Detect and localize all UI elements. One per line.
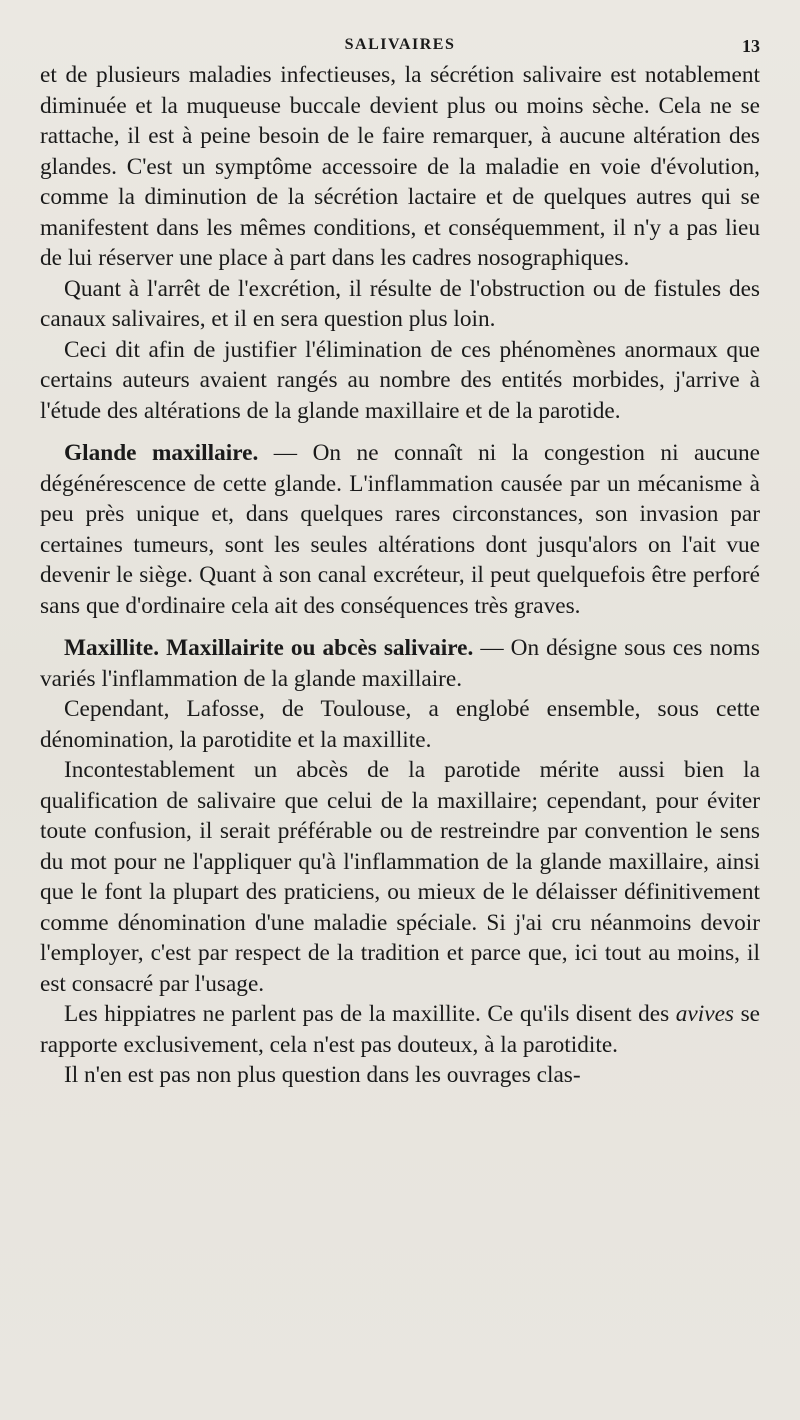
section-heading-glande-maxillaire: Glande maxillaire. — [64, 440, 259, 466]
paragraph-ouvrages: Il n'en est pas non plus question dans les ouvrages clas- — [64, 1062, 581, 1088]
section-gap — [40, 621, 760, 633]
paragraph-incontestablement: Incontestablement un abcès de la parotide mérite aussi bien la qualification de salivaire que celui de la maxillaire; cependant, pour éviter toute confusion, il serait préférable ou de restreindre par convention le sens du mot pour ne l'appliquer qu'à l'inflammation de la glande maxillaire, ainsi que le font la plupart des praticiens, ou mieux de le délaisser définitivement comme dénomination d'une maladie spéciale. Si j'ai cru néanmoins devoir l'employer, c'est par respect de la tradition et parce que, ici tout au moins, il est consacré par l'usage. — [40, 757, 760, 997]
paragraph-glande-maxillaire — [40, 438, 760, 621]
paragraph-justification: Ceci dit afin de justifier l'élimination de ces phénomènes anormaux que certains auteurs avaient rangés au nombre des entités morbides, j'arrive à l'étude des altérations de la glande maxillaire et de la parotide. — [40, 336, 760, 424]
body-text — [40, 60, 760, 1091]
section-text-glande-maxillaire: — On ne connaît ni la congestion ni aucune dégénérescence de cette glande. L'inflammation causée par un mécanisme à peu près unique et, dans quelques rares circonstances, son invasion par certaines tumeurs, sont les seules altérations dont jusqu'alors on l'ait vue devenir le siège. Quant à son canal excréteur, il peut quelquefois être perforé sans que d'ordinaire cela ait des conséquences très graves. — [40, 440, 760, 619]
hippiatres-text-before: Les hippiatres ne parlent pas de la maxillite. Ce qu'ils disent des — [64, 1001, 676, 1027]
page-number: 13 — [742, 36, 760, 56]
section-text-maxillite: — On désigne sous ces noms variés l'inflammation de la glande maxillaire. — [40, 635, 760, 692]
paragraph-lafosse: Cependant, Lafosse, de Toulouse, a englobé ensemble, sous cette dénomination, la parotidite et la maxillite. — [40, 696, 760, 753]
running-title: SALIVAIRES — [344, 36, 456, 53]
section-heading-maxillite: Maxillite. Maxillairite ou abcès salivaire. — [64, 635, 474, 661]
paragraph-hippiatres — [40, 999, 760, 1060]
italic-term-avives: avives — [675, 1001, 734, 1027]
paragraph-maxillite — [40, 633, 760, 694]
running-header — [40, 30, 760, 60]
hippiatres-text-after: se rapporte exclusivement, cela n'est pas douteux, à la parotidite. — [40, 1001, 760, 1058]
section-gap — [40, 426, 760, 438]
paragraph-excretion: Quant à l'arrêt de l'excrétion, il résulte de l'obstruction ou de fistules des canaux salivaires, et il en sera question plus loin. — [40, 275, 760, 332]
paragraph-continued: et de plusieurs maladies infectieuses, la sécrétion salivaire est notablement diminuée et la muqueuse buccale devient plus ou moins sèche. Cela ne se rattache, il est à peine besoin de le faire remarquer, à aucune altération des glandes. C'est un symptôme accessoire de la maladie en voie d'évolution, comme la diminution de la sécrétion lactaire et de quelques autres qui se manifestent dans les mêmes conditions, et conséquemment, il n'y a pas lieu de lui réserver une place à part dans les cadres nosographiques. — [40, 62, 760, 271]
